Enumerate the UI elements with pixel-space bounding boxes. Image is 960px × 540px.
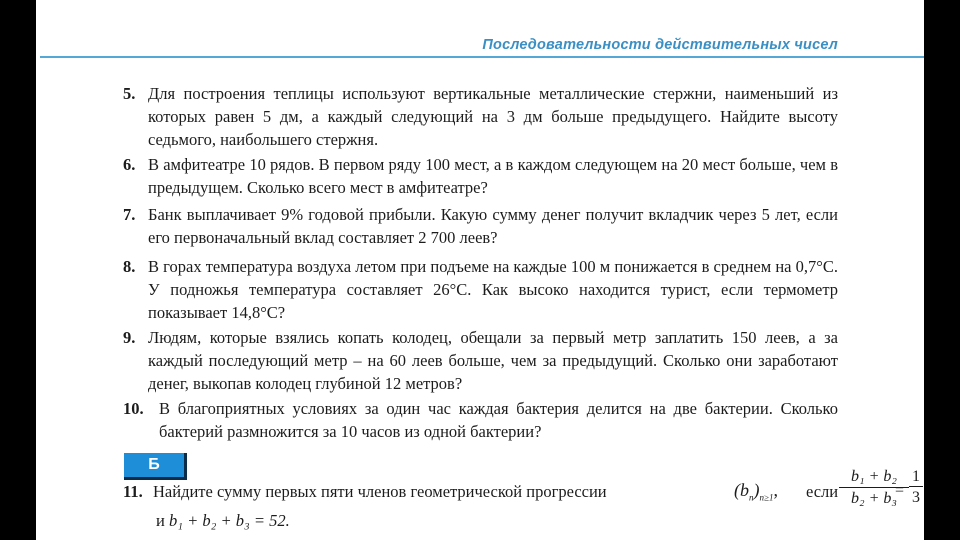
problem-7: [123, 203, 838, 249]
problem-8: [123, 255, 838, 324]
problem-6: [123, 153, 838, 199]
problem-text: Людям, которые взялись копать колодец, обещали за первый метр заплатить 150 леев, а за каждый последующий метр – на 60 леев больше, чем за предыдущий. Сколько они заработают денег, выкопав колодец глубиной 12 метров?: [148, 328, 838, 393]
problem-10: [123, 397, 838, 443]
problem-number: 11.: [123, 482, 143, 501]
fraction-denominator: 3: [912, 489, 920, 506]
fraction-denominator: b₂ + b₃: [851, 490, 897, 507]
one-third-fraction: [909, 468, 923, 507]
problem-text: В амфитеатре 10 рядов. В первом ряду 100 мест, а в каждом следующем на 20 мест больше, чем в предыдущем. Сколько всего мест в амфитеатре?: [148, 155, 838, 197]
sequence-notation: $(b_n)_{n\ge 1}$,: [734, 480, 778, 503]
problem-text: В горах температура воздуха летом при подъеме на каждые 100 м понижается в среднем на 0,7°C. У подножья температура составляет 26°C. Как высоко находится турист, если термометр показывает 14,8°C?: [148, 257, 838, 322]
problem-number: 7.: [123, 205, 136, 224]
problem-text: Для построения теплицы используют вертикальные металлические стержни, наименьший из которых равен 5 дм, а каждый следующий на 3 дм больше предыдущего. Найдите высоту седьмого, наибольшего стержня.: [148, 84, 838, 149]
header-divider: [40, 56, 924, 58]
problem-text: Банк выплачивает 9% годовой прибыли. Какую сумму денег получит вкладчик через 5 лет, если его первоначальный вклад составляет 2 700 леев?: [148, 205, 838, 247]
problem-5: [123, 82, 838, 151]
problem-text: В благоприятных условиях за один час каждая бактерия делится на две бактерии. Сколько бактерий размножится за 10 часов из одной бактерии?: [159, 399, 838, 441]
equals-sign: =: [895, 482, 905, 499]
problem-9: [123, 326, 838, 395]
fraction-numerator: b₁ + b₂: [839, 468, 909, 488]
problem-number: 10.: [123, 399, 144, 418]
problem-number: 5.: [123, 84, 136, 103]
conjunction: и: [156, 511, 165, 530]
page-header-title: Последовательности действительных чисел: [482, 37, 838, 53]
fraction-numerator: 1: [909, 468, 923, 487]
sum-condition: b₁ + b₂ + b₃ = 52.: [168, 511, 290, 530]
problem-number: 6.: [123, 155, 136, 174]
textbook-page: [36, 0, 924, 540]
section-b-badge: Б: [124, 453, 187, 480]
problem-text: Найдите сумму первых пяти членов геометрической прогрессии: [153, 482, 607, 501]
problem-number: 8.: [123, 257, 136, 276]
problem-number: 9.: [123, 328, 136, 347]
condition-word: если: [806, 482, 839, 501]
problem-11-line2: [156, 511, 290, 531]
